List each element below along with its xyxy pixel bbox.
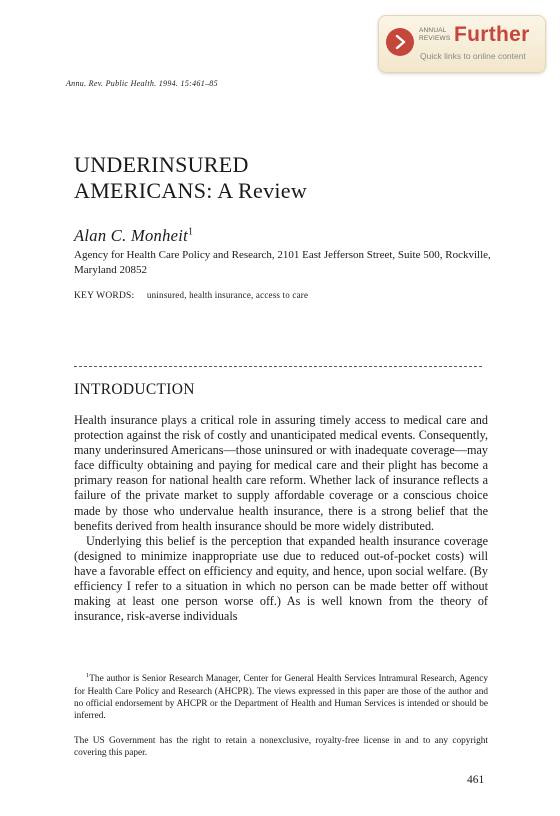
annual-reviews-further-badge[interactable] [378,15,546,73]
key-words-label: KEY WORDS: [74,291,135,301]
author-footnote-marker[interactable]: 1 [188,226,194,238]
section-heading-introduction: INTRODUCTION [74,381,195,398]
title-line-2: AMERICANS: A Review [74,178,308,203]
author-affiliation: Agency for Health Care Policy and Research, 2101 East Jefferson Street, Suite 500, Rockville, Maryland 20852 [74,249,491,276]
footnote-marker: 1 [86,672,90,679]
page-number: 461 [467,774,485,786]
author-name [74,226,193,246]
footnote-text: The author is Senior Research Manager, Center for General Health Services Intramural Research, Agency for Health Care Policy and Research (AHCPR). The views expressed in this paper are those of the author and no official endorsement by AHCPR or the Department of Health and Human Services is intended or should be inferred. [74,674,488,722]
article-body [74,413,488,624]
copyright-note: The US Government has the right to retain a nonexclusive, royalty-free license in and to any copyright covering this paper. [74,735,488,759]
author-footnote [74,670,488,723]
badge-further-word: Further [454,23,530,46]
body-paragraph-2: Underlying this belief is the perception that expanded health insurance coverage (designed to minimize inappropriate use due to reduced out-of-pocket costs) will have a favorable effect on efficiency and equity, and hence, upon social welfare. (By efficiency I refer to a situation in which no person can be made better off without making at least one person worse off.) As is well known from the theory of insurance, risk-averse individuals [74,533,488,624]
badge-subtitle: Quick links to online content [420,51,526,61]
arrow-out-icon [386,28,414,56]
section-divider [74,366,482,367]
article-title [74,152,307,204]
body-paragraph-1: Health insurance plays a critical role in assuring timely access to medical care and protection against the risk of costly and unanticipated medical events. Consequently, many underinsured Americans—those uninsured or with inadequate coverage—may face difficulty obtaining and paying for medical care and their plight has become a primary reason for national health care reform. Whether lack of insurance reflects a failure of the private market to supply affordable coverage or a conscious choice made by those who undervalue health insurance, there is a strong belief that the benefits derived from health insurance should be more widely distributed. [74,413,488,533]
journal-citation: Annu. Rev. Public Health. 1994. 15:461–85 [66,79,218,88]
title-line-1: UNDERINSURED [74,152,249,177]
footnotes [74,670,488,760]
key-words-list: uninsured, health insurance, access to care [146,290,309,300]
badge-annual-reviews-label: ANNUAL REVIEWS [419,27,451,42]
key-words [74,290,308,301]
author-name-text: Alan C. Monheit [74,226,189,245]
